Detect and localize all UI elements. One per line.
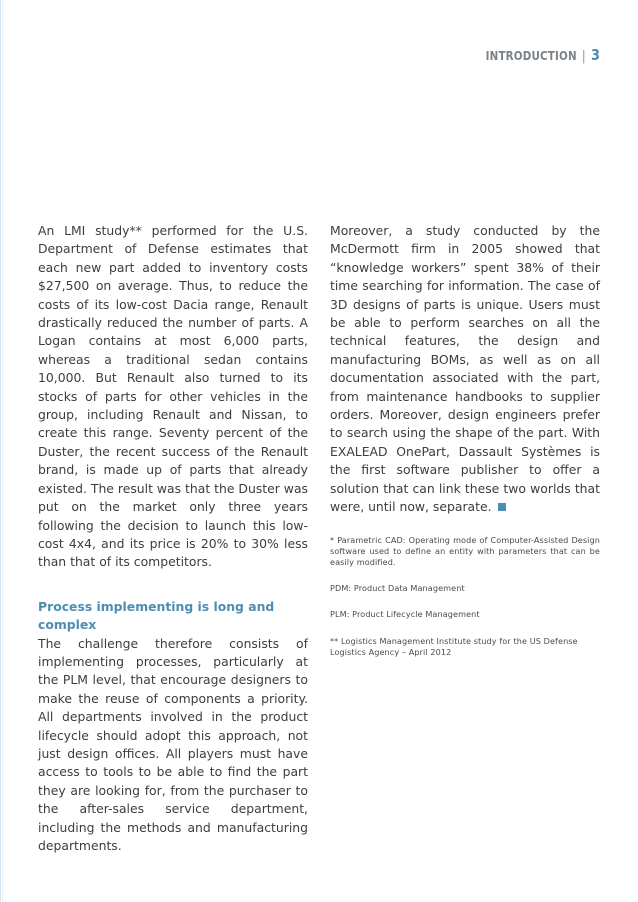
left-paragraph-2: The challenge therefore consists of implementing processes, particularly at the PLM level, that encourage designers to make the reuse of components a priority. All departments involved in the product lifecycle should adopt this approach, not just design offices. All players must have access to tools to be able to find the part they are looking for, from the purchaser to the after-sales service department, including the methods and manufacturing departments.	[38, 635, 308, 853]
footnote-parametric-cad: * Parametric CAD: Operating mode of Computer-Assisted Design software used to define an entity with parameters that can be easily modified.	[330, 534, 600, 567]
footnote-pdm: PDM: Product Data Management	[330, 583, 465, 594]
right-column	[330, 222, 600, 673]
page-edge-line-inner	[2, 0, 3, 902]
page-edge-line	[0, 0, 1, 902]
right-paragraph-1	[330, 222, 600, 517]
footnotes	[330, 535, 600, 658]
left-paragraph-1: An LMI study** performed for the U.S. Department of Defense estimates that each new part added to inventory costs $27,500 on average. Thus, to reduce the costs of its low-cost Dacia range, Renault drastically reduced the number of parts. A Logan contains at most 6,000 parts, whereas a traditional sedan contains 10,000. But Renault also turned to its stocks of parts for other vehicles in the group, including Renault and Nissan, to create this range. Seventy percent of the Duster, the recent success of the Renault brand, is made up of parts that already existed. The result was that the Duster was put on the market only three years following the decision to launch this low-cost 4x4, and its price is 20% to 30% less than that of its competitors.	[38, 223, 308, 570]
header-separator: |	[581, 49, 586, 64]
running-header	[485, 46, 600, 64]
footnote-lmi-study: ** Logistics Management Institute study for the US Defense Logistics Agency – April 2012	[330, 635, 578, 657]
right-paragraph-1-text: Moreover, a study conducted by the McDermott firm in 2005 showed that “knowledge workers” spent 38% of their time searching for information. The case of 3D designs of parts is unique. Users must be able to perform searches on all the technical features, the design and manufacturing BOMs, as well as on all documentation associated with the part, from maintenance handbooks to supplier orders. Moreover, design engineers prefer to search using the shape of the part. With EXALEAD OnePart, Dassault Systèmes is the first software publisher to offer a solution that can link these two worlds that were, until now, separate.	[330, 223, 600, 515]
square-bullet-icon	[498, 503, 506, 511]
page-number: 3	[590, 46, 600, 64]
header-section-title: INTRODUCTION	[485, 49, 577, 63]
left-column	[38, 222, 308, 855]
section-subheading: Process implementing is long and complex	[38, 598, 275, 633]
footnote-plm: PLM: Product Lifecycle Management	[330, 609, 480, 620]
